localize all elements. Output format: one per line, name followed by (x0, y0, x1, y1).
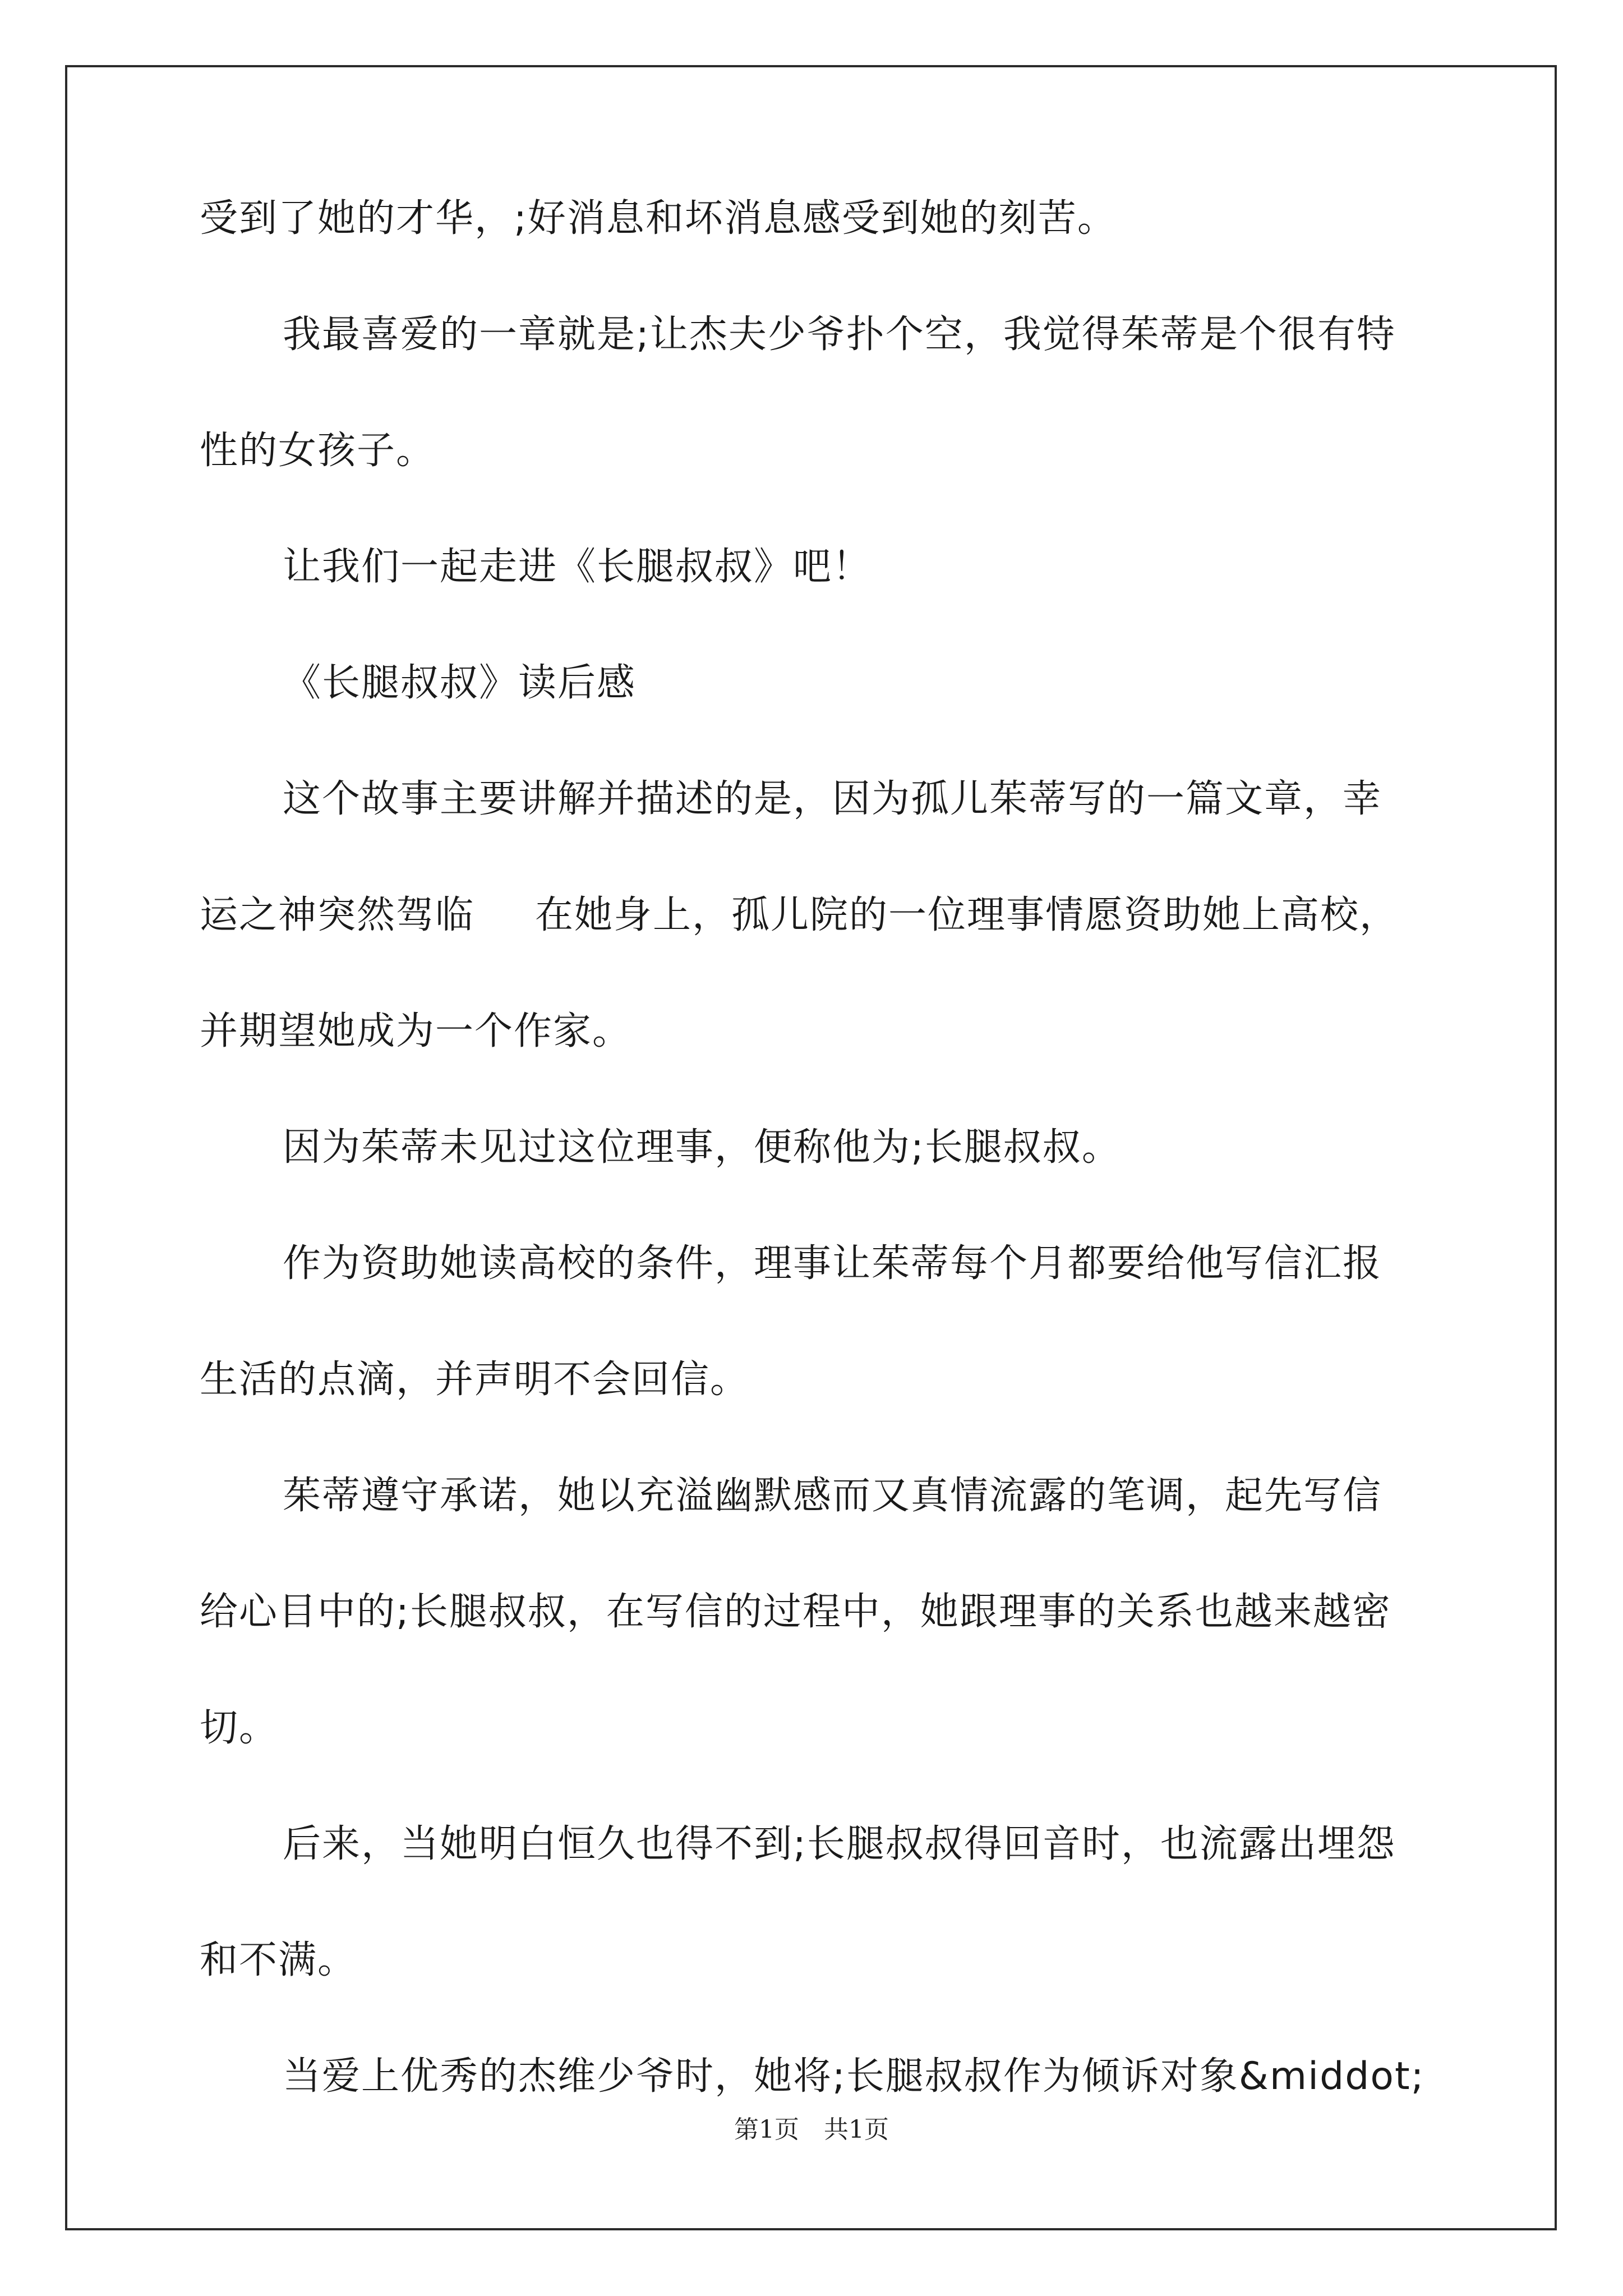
section-heading: 《长腿叔叔》读后感 (283, 661, 637, 705)
paragraph-line: 后来，当她明白恒久也得不到;长腿叔叔得回音时，也流露出埋怨 (283, 1822, 1396, 1866)
text-line: 生活的点滴，并声明不会回信。 (200, 1358, 750, 1402)
text-line: 给心目中的;长腿叔叔，在写信的过程中，她跟理事的关系也越来越密 (200, 1590, 1391, 1634)
paragraph-line: 让我们一起走进《长腿叔叔》吧！ (283, 545, 872, 589)
paragraph-line: 茱蒂遵守承诺，她以充溢幽默感而又真情流露的笔调，起先写信 (283, 1474, 1382, 1518)
paragraph-line: 这个故事主要讲解并描述的是，因为孤儿茱蒂写的一篇文章，幸 (283, 777, 1382, 821)
text-line: 切。 (200, 1706, 279, 1750)
paragraph-line: 作为资助她读高校的条件，理事让茱蒂每个月都要给他写信汇报 (283, 1241, 1382, 1286)
text-line: 性的女孩子。 (200, 429, 436, 473)
page-footer (0, 2109, 1623, 2145)
paragraph-line: 因为茱蒂未见过这位理事，便称他为;长腿叔叔。 (283, 1125, 1121, 1170)
paragraph-line: 我最喜爱的一章就是;让杰夫少爷扑个空，我觉得茱蒂是个很有特 (283, 312, 1396, 357)
text-segment: 运之神突然驾临 (200, 893, 475, 937)
text-line: 并期望她成为一个作家。 (200, 1009, 632, 1053)
text-line (200, 887, 1399, 944)
text-line: 受到了她的才华，;好消息和坏消息感受到她的刻苦。 (200, 196, 1117, 241)
page-total: 共1页 (824, 2115, 889, 2144)
text-segment: 在她身上，孤儿院的一位理事情愿资助她上高校， (535, 893, 1399, 937)
page-number: 第1页 (734, 2115, 799, 2144)
text-line: 和不满。 (200, 1938, 357, 1982)
paragraph-line: 当爱上优秀的杰维少爷时，她将;长腿叔叔作为倾诉对象&middot; (283, 2054, 1425, 2099)
